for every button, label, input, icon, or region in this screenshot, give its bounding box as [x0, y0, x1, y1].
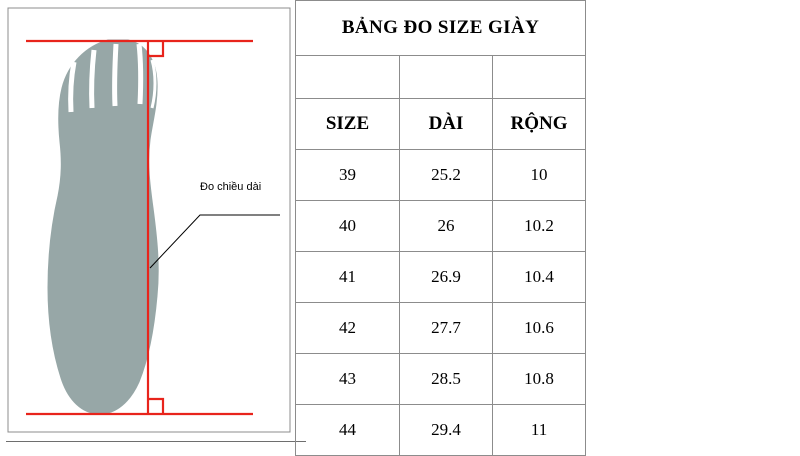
cell-size: 40: [296, 201, 400, 252]
cell-size: 44: [296, 405, 400, 456]
table-row: [296, 303, 586, 354]
length-annotation-label: Đo chiều dài: [200, 181, 262, 193]
size-table-container: [295, 0, 585, 439]
cell-rong: 10.4: [493, 252, 586, 303]
cell-rong: 11: [493, 405, 586, 456]
table-row: [296, 252, 586, 303]
cell-rong: 10.8: [493, 354, 586, 405]
table-row: [296, 150, 586, 201]
bottom-divider: [6, 441, 306, 442]
table-title-row: [296, 1, 586, 56]
table-title: BẢNG ĐO SIZE GIÀY: [296, 1, 586, 56]
spacer-cell-2: [400, 56, 493, 99]
cell-size: 39: [296, 150, 400, 201]
table-row: [296, 354, 586, 405]
table-row: [296, 405, 586, 456]
cell-dai: 25.2: [400, 150, 493, 201]
spacer-cell-3: [493, 56, 586, 99]
cell-size: 41: [296, 252, 400, 303]
cell-size: 43: [296, 354, 400, 405]
toe-gap-3: [92, 50, 94, 108]
cell-rong: 10.2: [493, 201, 586, 252]
cell-dai: 26.9: [400, 252, 493, 303]
foot-diagram-svg: [0, 0, 300, 450]
size-table: [295, 0, 586, 456]
cell-dai: 29.4: [400, 405, 493, 456]
column-header-dai: DÀI: [400, 99, 493, 150]
cell-size: 42: [296, 303, 400, 354]
cell-dai: 27.7: [400, 303, 493, 354]
foot-measurement-diagram: [0, 0, 300, 450]
cell-rong: 10.6: [493, 303, 586, 354]
table-spacer-row: [296, 56, 586, 99]
column-header-size: SIZE: [296, 99, 400, 150]
cell-rong: 10: [493, 150, 586, 201]
toe-gap-1: [139, 44, 141, 104]
foot-silhouette: [48, 40, 158, 414]
toe-gap-2: [115, 44, 116, 106]
table-header-row: [296, 99, 586, 150]
spacer-cell-1: [296, 56, 400, 99]
column-header-rong: RỘNG: [493, 99, 586, 150]
table-row: [296, 201, 586, 252]
cell-dai: 28.5: [400, 354, 493, 405]
cell-dai: 26: [400, 201, 493, 252]
